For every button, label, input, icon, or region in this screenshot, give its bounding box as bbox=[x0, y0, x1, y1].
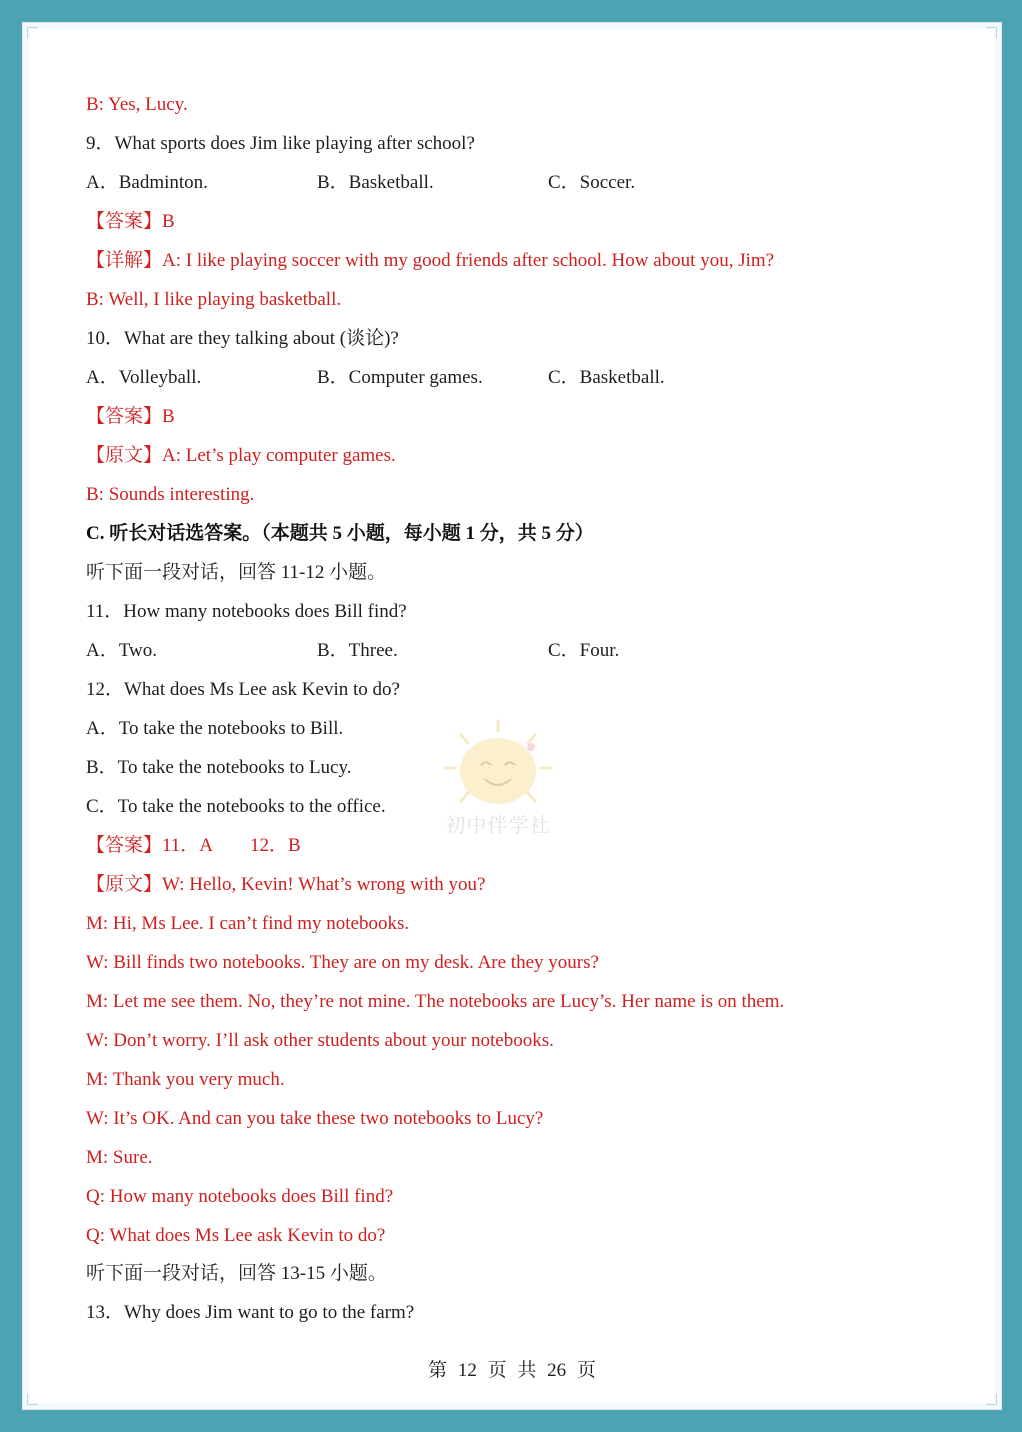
option-c: C．To take the notebooks to the office. bbox=[86, 796, 386, 817]
transcript-line: M: Let me see them. No, they’re not mine. The notebooks are Lucy’s. Her name is on them. bbox=[86, 991, 785, 1012]
corner-ornament bbox=[986, 1394, 997, 1405]
corner-ornament bbox=[27, 1394, 38, 1405]
answer-line: B: Yes, Lucy. bbox=[86, 94, 188, 115]
transcript-line: Q: What does Ms Lee ask Kevin to do? bbox=[86, 1225, 386, 1246]
detail-9: 【详解】A: I like playing soccer with my good friends after school. How about you, Jim? bbox=[86, 250, 775, 271]
question-9: 9．What sports does Jim like playing after school? bbox=[86, 133, 475, 154]
watermark-logo bbox=[423, 713, 573, 863]
question-11: 11．How many notebooks does Bill find? bbox=[86, 601, 407, 622]
transcript-line: M: Hi, Ms Lee. I can’t find my notebooks. bbox=[86, 913, 410, 934]
transcript-10-cont: B: Sounds interesting. bbox=[86, 484, 255, 505]
transcript-line: 【原文】W: Hello, Kevin! What’s wrong with you? bbox=[86, 874, 486, 895]
question-13: 13．Why does Jim want to go to the farm? bbox=[86, 1302, 415, 1323]
option-c: C．Soccer. bbox=[548, 172, 636, 193]
option-a: A．Two. bbox=[86, 640, 157, 661]
option-b: B．Computer games. bbox=[317, 367, 483, 388]
corner-ornament bbox=[27, 27, 38, 38]
transcript-line: W: It’s OK. And can you take these two notebooks to Lucy? bbox=[86, 1108, 544, 1129]
transcript-line: M: Thank you very much. bbox=[86, 1069, 285, 1090]
transcript-line: W: Bill finds two notebooks. They are on my desk. Are they yours? bbox=[86, 952, 599, 973]
instruction-13-15: 听下面一段对话，回答 13-15 小题。 bbox=[86, 1263, 387, 1284]
instruction-11-12: 听下面一段对话，回答 11-12 小题。 bbox=[86, 562, 387, 583]
answer-11-12: 【答案】11．A 12．B bbox=[86, 835, 301, 856]
option-c: C．Basketball. bbox=[548, 367, 665, 388]
question-10: 10．What are they talking about (谈论)? bbox=[86, 328, 399, 349]
answer-9: 【答案】B bbox=[86, 211, 175, 232]
sun-face-icon bbox=[423, 713, 573, 823]
document-page bbox=[22, 22, 1002, 1410]
option-a: A．Volleyball. bbox=[86, 367, 202, 388]
transcript-line: M: Sure. bbox=[86, 1147, 153, 1168]
option-b: B．Three. bbox=[317, 640, 398, 661]
question-12: 12．What does Ms Lee ask Kevin to do? bbox=[86, 679, 400, 700]
answer-10: 【答案】B bbox=[86, 406, 175, 427]
corner-ornament bbox=[986, 27, 997, 38]
option-c: C．Four. bbox=[548, 640, 620, 661]
option-b: B．Basketball. bbox=[317, 172, 434, 193]
page-number: 第 12 页 共 26 页 bbox=[428, 1360, 596, 1381]
option-a: A．Badminton. bbox=[86, 172, 208, 193]
option-a: A．To take the notebooks to Bill. bbox=[86, 718, 344, 739]
option-b: B．To take the notebooks to Lucy. bbox=[86, 757, 352, 778]
transcript-line: W: Don’t worry. I’ll ask other students about your notebooks. bbox=[86, 1030, 554, 1051]
transcript-10: 【原文】A: Let’s play computer games. bbox=[86, 445, 396, 466]
detail-9-cont: B: Well, I like playing basketball. bbox=[86, 289, 342, 310]
watermark-text: 初中伴学社 bbox=[445, 813, 551, 837]
section-c-heading: C. 听长对话选答案。（本题共 5 小题，每小题 1 分，共 5 分） bbox=[86, 523, 594, 544]
transcript-line: Q: How many notebooks does Bill find? bbox=[86, 1186, 394, 1207]
